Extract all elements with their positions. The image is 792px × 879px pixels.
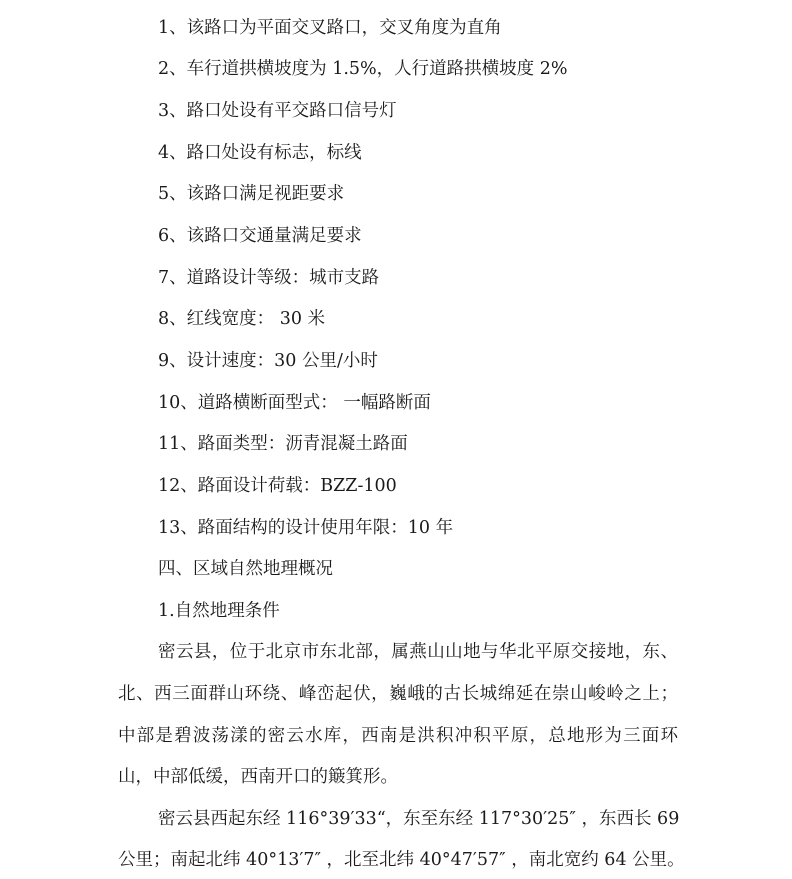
paragraph-line: 公里；南起北纬 40°13′7″ ，北至北纬 40°47′57″ ，南北宽约 64 公里。 <box>118 850 685 870</box>
list-item-13: 13、路面结构的设计使用年限：10 年 <box>158 518 454 538</box>
section-heading: 四、区域自然地理概况 <box>158 559 333 579</box>
list-item-4: 4、路口处设有标志，标线 <box>158 143 362 163</box>
list-item-6: 6、该路口交通量满足要求 <box>158 226 362 246</box>
paragraph-line: 山，中部低缓，西南开口的簸箕形。 <box>118 767 398 787</box>
list-item-9: 9、设计速度：30 公里/小时 <box>158 351 378 371</box>
paragraph-line: 北、西三面群山环绕、峰峦起伏，巍峨的古长城绵延在崇山峻岭之上； <box>118 684 678 704</box>
list-item-2: 2、车行道拱横坡度为 1.5%，人行道路拱横坡度 2% <box>158 59 568 79</box>
list-item-10: 10、道路横断面型式： 一幅路断面 <box>158 393 431 413</box>
paragraph-line: 密云县西起东经 116°39′33“，东至东经 117°30′25″ ，东西长 69 <box>158 809 680 829</box>
list-item-12: 12、路面设计荷载：BZZ-100 <box>158 476 397 496</box>
paragraph-line: 中部是碧波荡漾的密云水库，西南是洪积冲积平原，总地形为三面环 <box>118 726 678 746</box>
list-item-5: 5、该路口满足视距要求 <box>158 184 345 204</box>
list-item-3: 3、路口处设有平交路口信号灯 <box>158 101 397 121</box>
subsection-heading: 1.自然地理条件 <box>158 601 280 621</box>
list-item-8: 8、红线宽度： 30 米 <box>158 309 326 329</box>
list-item-11: 11、路面类型：沥青混凝土路面 <box>158 434 408 454</box>
paragraph-line: 密云县，位于北京市东北部，属燕山山地与华北平原交接地，东、 <box>158 642 678 662</box>
list-item-1: 1、该路口为平面交叉路口，交叉角度为直角 <box>158 18 502 38</box>
list-item-7: 7、道路设计等级：城市支路 <box>158 268 380 288</box>
